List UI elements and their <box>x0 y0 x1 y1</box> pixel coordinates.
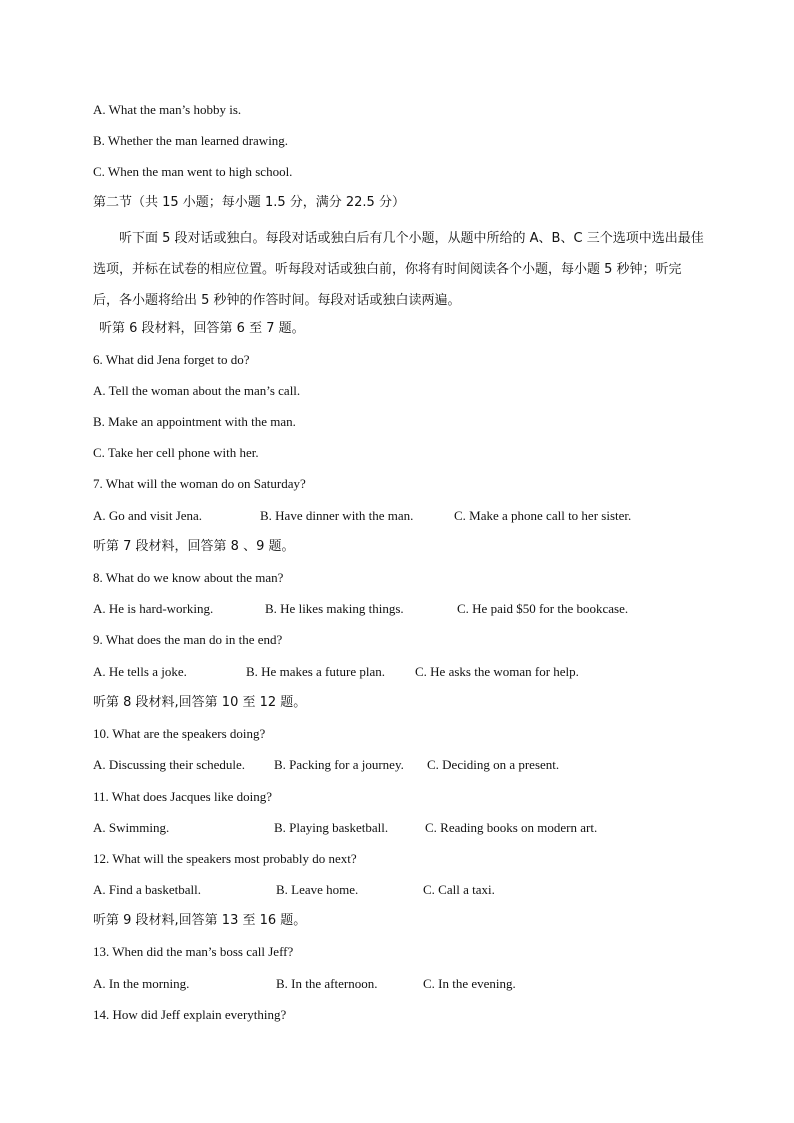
q7-option-a: A. Go and visit Jena. <box>93 508 203 523</box>
material-header: 听第 9 段材料,回答第 13 至 16 题。 <box>93 913 307 928</box>
q10-option-a: A. Discussing their schedule. <box>93 757 246 772</box>
q13-option-c: C. In the evening. <box>423 976 516 991</box>
material-header: 听第 8 段材料,回答第 10 至 12 题。 <box>93 695 307 710</box>
q10-option-b: B. Packing for a journey. <box>274 757 404 772</box>
question-13: 13. When did the man’s boss call Jeff? <box>93 944 294 959</box>
q12-option-a: A. Find a basketball. <box>93 882 201 897</box>
q8-option-c: C. He paid $50 for the bookcase. <box>457 601 629 616</box>
question-6: 6. What did Jena forget to do? <box>93 352 250 367</box>
q12-option-c: C. Call a taxi. <box>423 882 495 897</box>
material-header: 听第 6 段材料，回答第 6 至 7 题。 <box>99 321 305 336</box>
question-12: 12. What will the speakers most probably do next? <box>93 851 357 866</box>
q9-option-b: B. He makes a future plan. <box>246 664 385 679</box>
section-instructions-text: 听下面 5 段对话或独白。每段对话或独白后有几个小题，从题中所给的 A、B、C 三个选项中选出最佳选项，并标在试卷的相应位置。听每段对话或独白前，你将有时间阅读各个小题，每小题 5 秒钟；听完后，各小题将给出 5 秒钟的作答时间。每段对话或独白读两遍。 <box>93 231 704 308</box>
q6-option-c: C. Take her cell phone with her. <box>93 445 259 460</box>
q6-option-a: A. Tell the woman about the man’s call. <box>93 383 301 398</box>
q10-option-c: C. Deciding on a present. <box>427 757 560 772</box>
material-header: 听第 7 段材料，回答第 8 、9 题。 <box>93 539 295 554</box>
q6-option-b: B. Make an appointment with the man. <box>93 414 296 429</box>
question-7: 7. What will the woman do on Saturday? <box>93 476 306 491</box>
q9-option-a: A. He tells a joke. <box>93 664 187 679</box>
prev-option-a: A. What the man’s hobby is. <box>93 102 242 117</box>
question-11: 11. What does Jacques like doing? <box>93 789 273 804</box>
question-9: 9. What does the man do in the end? <box>93 632 283 647</box>
q7-option-c: C. Make a phone call to her sister. <box>454 508 632 523</box>
q13-option-a: A. In the morning. <box>93 976 190 991</box>
prev-option-b: B. Whether the man learned drawing. <box>93 133 289 148</box>
q11-option-b: B. Playing basketball. <box>274 820 389 835</box>
q11-option-c: C. Reading books on modern art. <box>425 820 598 835</box>
prev-option-c: C. When the man went to high school. <box>93 164 293 179</box>
q8-option-b: B. He likes making things. <box>265 601 404 616</box>
q11-option-a: A. Swimming. <box>93 820 170 835</box>
q8-option-a: A. He is hard-working. <box>93 601 214 616</box>
section-instructions <box>93 223 705 316</box>
q7-option-b: B. Have dinner with the man. <box>260 508 414 523</box>
question-10: 10. What are the speakers doing? <box>93 726 266 741</box>
q9-option-c: C. He asks the woman for help. <box>415 664 579 679</box>
q12-option-b: B. Leave home. <box>276 882 359 897</box>
question-8: 8. What do we know about the man? <box>93 570 284 585</box>
question-14: 14. How did Jeff explain everything? <box>93 1007 287 1022</box>
section-heading: 第二节（共 15 小题；每小题 1.5 分，满分 22.5 分） <box>93 195 405 210</box>
q13-option-b: B. In the afternoon. <box>276 976 378 991</box>
